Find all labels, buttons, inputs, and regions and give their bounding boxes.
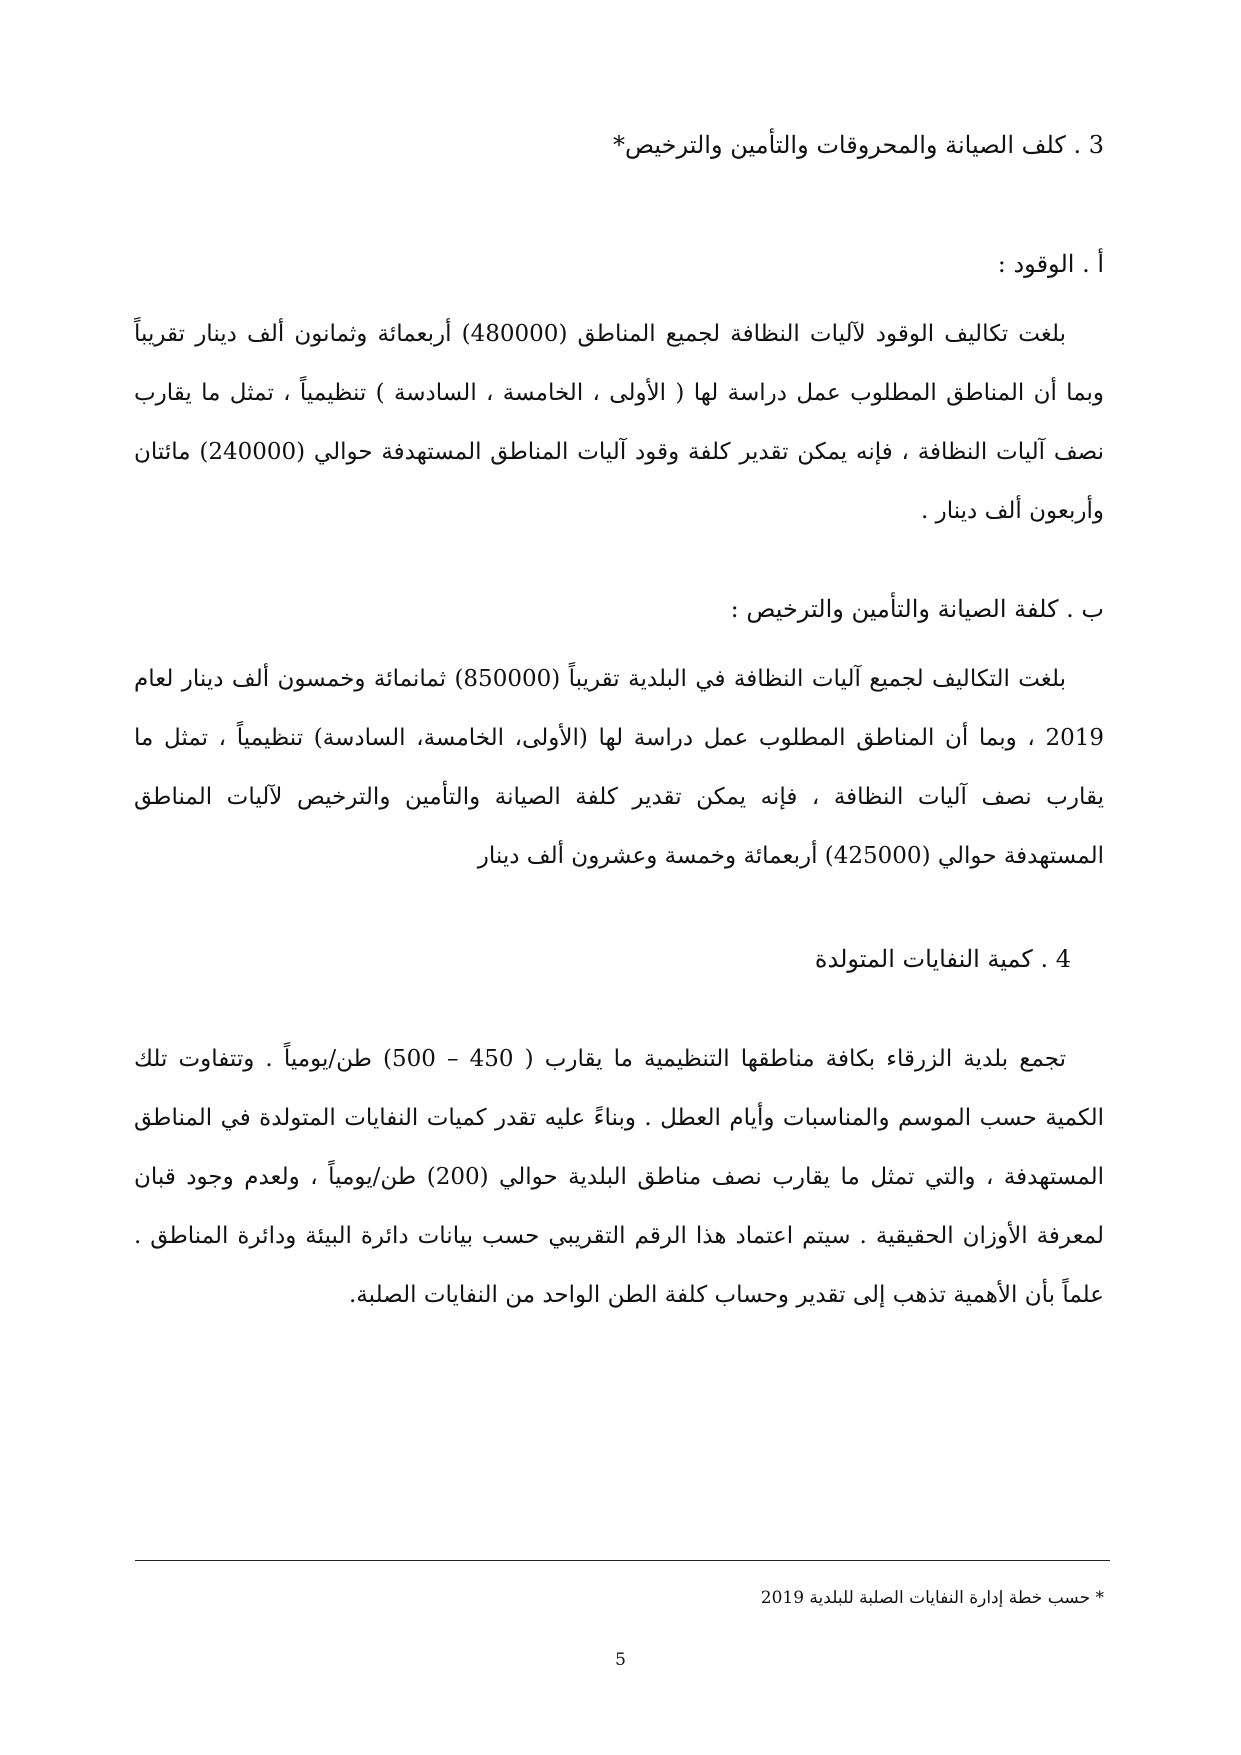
footnote: * حسب خطة إدارة النفايات الصلبة للبلدية 2019 <box>760 1588 1104 1608</box>
maintenance-paragraph: بلغت التكاليف لجميع آليات النظافة في البلدية تقريباً (850000) ثمانمائة وخمسون ألف دينار لعام 2019 ، وبما أن المناطق المطلوب عمل دراسة لها (الأولى، الخامسة، السادسة) تنظيمياً ، تمثل ما يقارب نصف آليات النظافة ، فإنه يمكن تقدير كلفة الصيانة والتأمين والترخيص لآليات المناطق المستهدفة حوالي (425000) أربعمائة وخمسة وعشرون ألف دينار <box>134 666 1104 869</box>
section-3-heading: 3 . كلف الصيانة والمحروقات والتأمين والترخيص* <box>613 131 1104 159</box>
waste-quantity-paragraph: تجمع بلدية الزرقاء بكافة مناطقها التنظيمية ما يقارب ( 450 – 500) طن/يومياً . وتتفاوت تلك الكمية حسب الموسم والمناسبات وأيام العطل . وبناءً عليه تقدر كميات النفايات المتولدة في المناطق المستهدفة ، والتي تمثل ما يقارب نصف مناطق البلدية حوالي (200) طن/يومياً ، ولعدم وجود قبان لمعرفة الأوزان الحقيقية . سيتم اعتماد هذا الرقم التقريبي حسب بيانات دائرة البيئة ودائرة المناطق . علماً بأن الأهمية تذهب إلى تقدير وحساب كلفة الطن الواحد من النفايات الصلبة. <box>134 1046 1104 1308</box>
maintenance-heading: ب . كلفة الصيانة والتأمين والترخيص : <box>730 595 1104 623</box>
footnote-divider <box>135 1560 1110 1561</box>
fuel-heading: أ . الوقود : <box>997 250 1104 278</box>
section-4-heading: 4 . كمية النفايات المتولدة <box>814 945 1071 973</box>
page-number: 5 <box>615 1650 626 1670</box>
fuel-paragraph: بلغت تكاليف الوقود لآليات النظافة لجميع المناطق (480000) أربعمائة وثمانون ألف دينار تقريباً وبما أن المناطق المطلوب عمل دراسة لها ( الأولى ، الخامسة ، السادسة ) تنظيمياً ، تمثل ما يقارب نصف آليات النظافة ، فإنه يمكن تقدير كلفة وقود آليات المناطق المستهدفة حوالي (240000) مائتان وأربعون ألف دينار . <box>134 321 1104 524</box>
